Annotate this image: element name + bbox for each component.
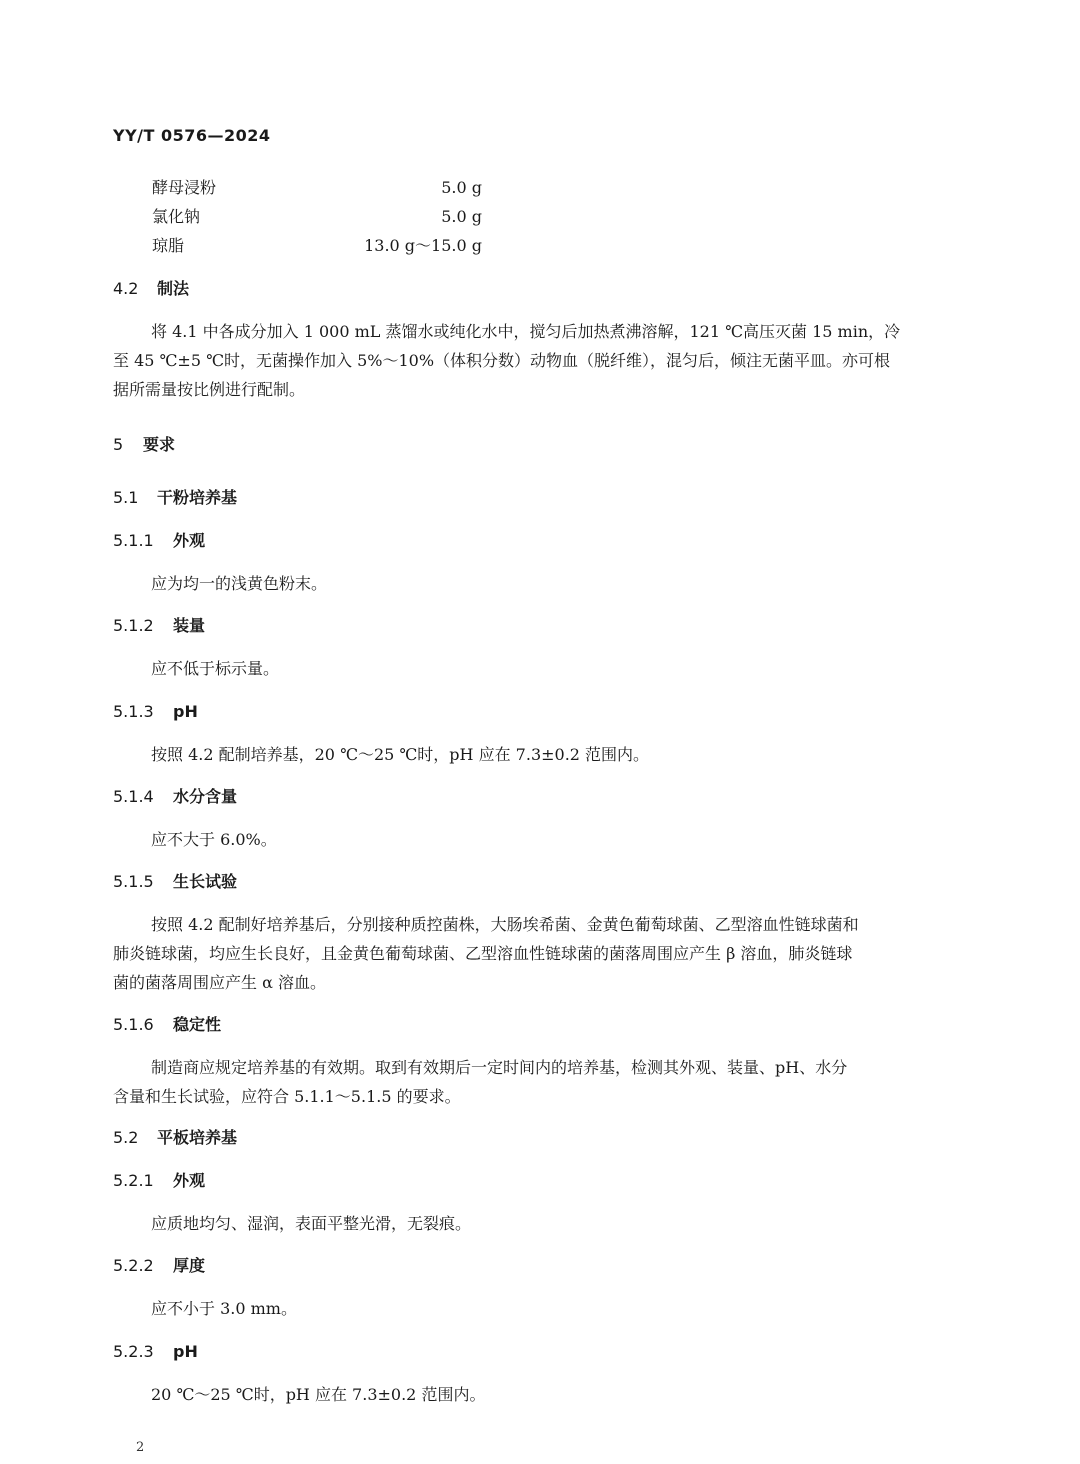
- section-heading-5-2: [113, 1126, 237, 1150]
- section-number: 5.2.1: [113, 1171, 154, 1190]
- standard-code: YY/T 0576—2024: [113, 126, 271, 145]
- section-number: 5.2.3: [113, 1342, 154, 1361]
- section-heading-5-2-3: [113, 1340, 198, 1364]
- paragraph-line: 菌的菌落周围应产生 α 溶血。: [113, 973, 326, 992]
- section-number: 5.1.5: [113, 872, 154, 891]
- paragraph-appearance: [113, 569, 953, 598]
- section-number: 5.2.2: [113, 1256, 154, 1275]
- section-title: 稳定性: [173, 1015, 222, 1034]
- paragraph-line: 按照 4.2 配制培养基，20 ℃～25 ℃时，pH 应在 7.3±0.2 范围内。: [151, 745, 650, 764]
- section-heading-5-1: [113, 486, 237, 510]
- ingredient-row: [152, 234, 482, 263]
- section-number: 5.1.2: [113, 616, 154, 635]
- section-title: 生长试验: [173, 872, 238, 891]
- paragraph-quantity: [113, 654, 953, 683]
- ingredient-list: [152, 176, 482, 263]
- paragraph-line: 至 45 ℃±5 ℃时，无菌操作加入 5%～10%（体积分数）动物血（脱纤维），混匀后，倾注无菌平皿。亦可根: [113, 351, 891, 370]
- section-heading-5-1-5: [113, 870, 237, 894]
- ingredient-amount: 5.0 g: [441, 178, 482, 197]
- section-number: 5: [113, 435, 124, 454]
- paragraph-line: 将 4.1 中各成分加入 1 000 mL 蒸馏水或纯化水中，搅匀后加热煮沸溶解，121 ℃高压灭菌 15 min，冷: [151, 322, 901, 341]
- section-title: 要求: [143, 435, 176, 454]
- ingredient-amount: 13.0 g～15.0 g: [364, 236, 482, 255]
- paragraph-line: 按照 4.2 配制好培养基后，分别接种质控菌株，大肠埃希菌、金黄色葡萄球菌、乙型溶血性链球菌和: [151, 915, 859, 934]
- section-title: 平板培养基: [157, 1128, 238, 1147]
- section-heading-5-2-1: [113, 1169, 205, 1193]
- section-heading-5-1-4: [113, 785, 237, 809]
- paragraph-stability: [113, 1053, 953, 1111]
- paragraph-plate-appearance: [113, 1209, 953, 1238]
- ingredient-name: 氯化钠: [152, 207, 201, 226]
- section-number: 5.1.1: [113, 531, 154, 550]
- paragraph-moisture: [113, 825, 953, 854]
- paragraph-thickness: [113, 1294, 953, 1323]
- paragraph-line: 制造商应规定培养基的有效期。取到有效期后一定时间内的培养基，检测其外观、装量、pH、水分: [151, 1058, 848, 1077]
- ingredient-name: 酵母浸粉: [152, 178, 217, 197]
- section-title: pH: [173, 1342, 198, 1361]
- section-number: 5.1.6: [113, 1015, 154, 1034]
- section-heading-4-2: [113, 277, 189, 301]
- paragraph-line: 含量和生长试验，应符合 5.1.1～5.1.5 的要求。: [113, 1087, 461, 1106]
- paragraph-line: 据所需量按比例进行配制。: [113, 380, 306, 399]
- section-number: 4.2: [113, 279, 139, 298]
- paragraph-line: 应不低于标示量。: [151, 659, 280, 678]
- section-title: 水分含量: [173, 787, 238, 806]
- paragraph-preparation: [113, 317, 953, 404]
- section-heading-5-1-3: [113, 700, 198, 724]
- section-title: pH: [173, 702, 198, 721]
- section-title: 制法: [157, 279, 190, 298]
- ingredient-amount: 5.0 g: [441, 207, 482, 226]
- paragraph-line: 应质地均匀、湿润，表面平整光滑，无裂痕。: [151, 1214, 472, 1233]
- paragraph-ph: [113, 740, 953, 769]
- paragraph-line: 20 ℃～25 ℃时，pH 应在 7.3±0.2 范围内。: [151, 1385, 486, 1404]
- ingredient-row: [152, 205, 482, 234]
- page-number: 2: [136, 1440, 145, 1455]
- section-number: 5.1.4: [113, 787, 154, 806]
- section-title: 外观: [173, 531, 206, 550]
- section-title: 厚度: [173, 1256, 206, 1275]
- paragraph-line: 应不小于 3.0 mm。: [151, 1299, 297, 1318]
- section-heading-5-1-2: [113, 614, 205, 638]
- paragraph-line: 应不大于 6.0%。: [151, 830, 277, 849]
- section-title: 外观: [173, 1171, 206, 1190]
- section-number: 5.1: [113, 488, 139, 507]
- section-heading-5: [113, 433, 175, 457]
- paragraph-line: 应为均一的浅黄色粉末。: [151, 574, 328, 593]
- section-heading-5-1-1: [113, 529, 205, 553]
- section-number: 5.2: [113, 1128, 139, 1147]
- section-heading-5-2-2: [113, 1254, 205, 1278]
- ingredient-name: 琼脂: [152, 236, 185, 255]
- section-title: 装量: [173, 616, 206, 635]
- ingredient-row: [152, 176, 482, 205]
- paragraph-growth-test: [113, 910, 953, 997]
- section-number: 5.1.3: [113, 702, 154, 721]
- section-heading-5-1-6: [113, 1013, 221, 1037]
- paragraph-plate-ph: [113, 1380, 953, 1409]
- section-title: 干粉培养基: [157, 488, 238, 507]
- paragraph-line: 肺炎链球菌，均应生长良好，且金黄色葡萄球菌、乙型溶血性链球菌的菌落周围应产生 β 溶血，肺炎链球: [113, 944, 853, 963]
